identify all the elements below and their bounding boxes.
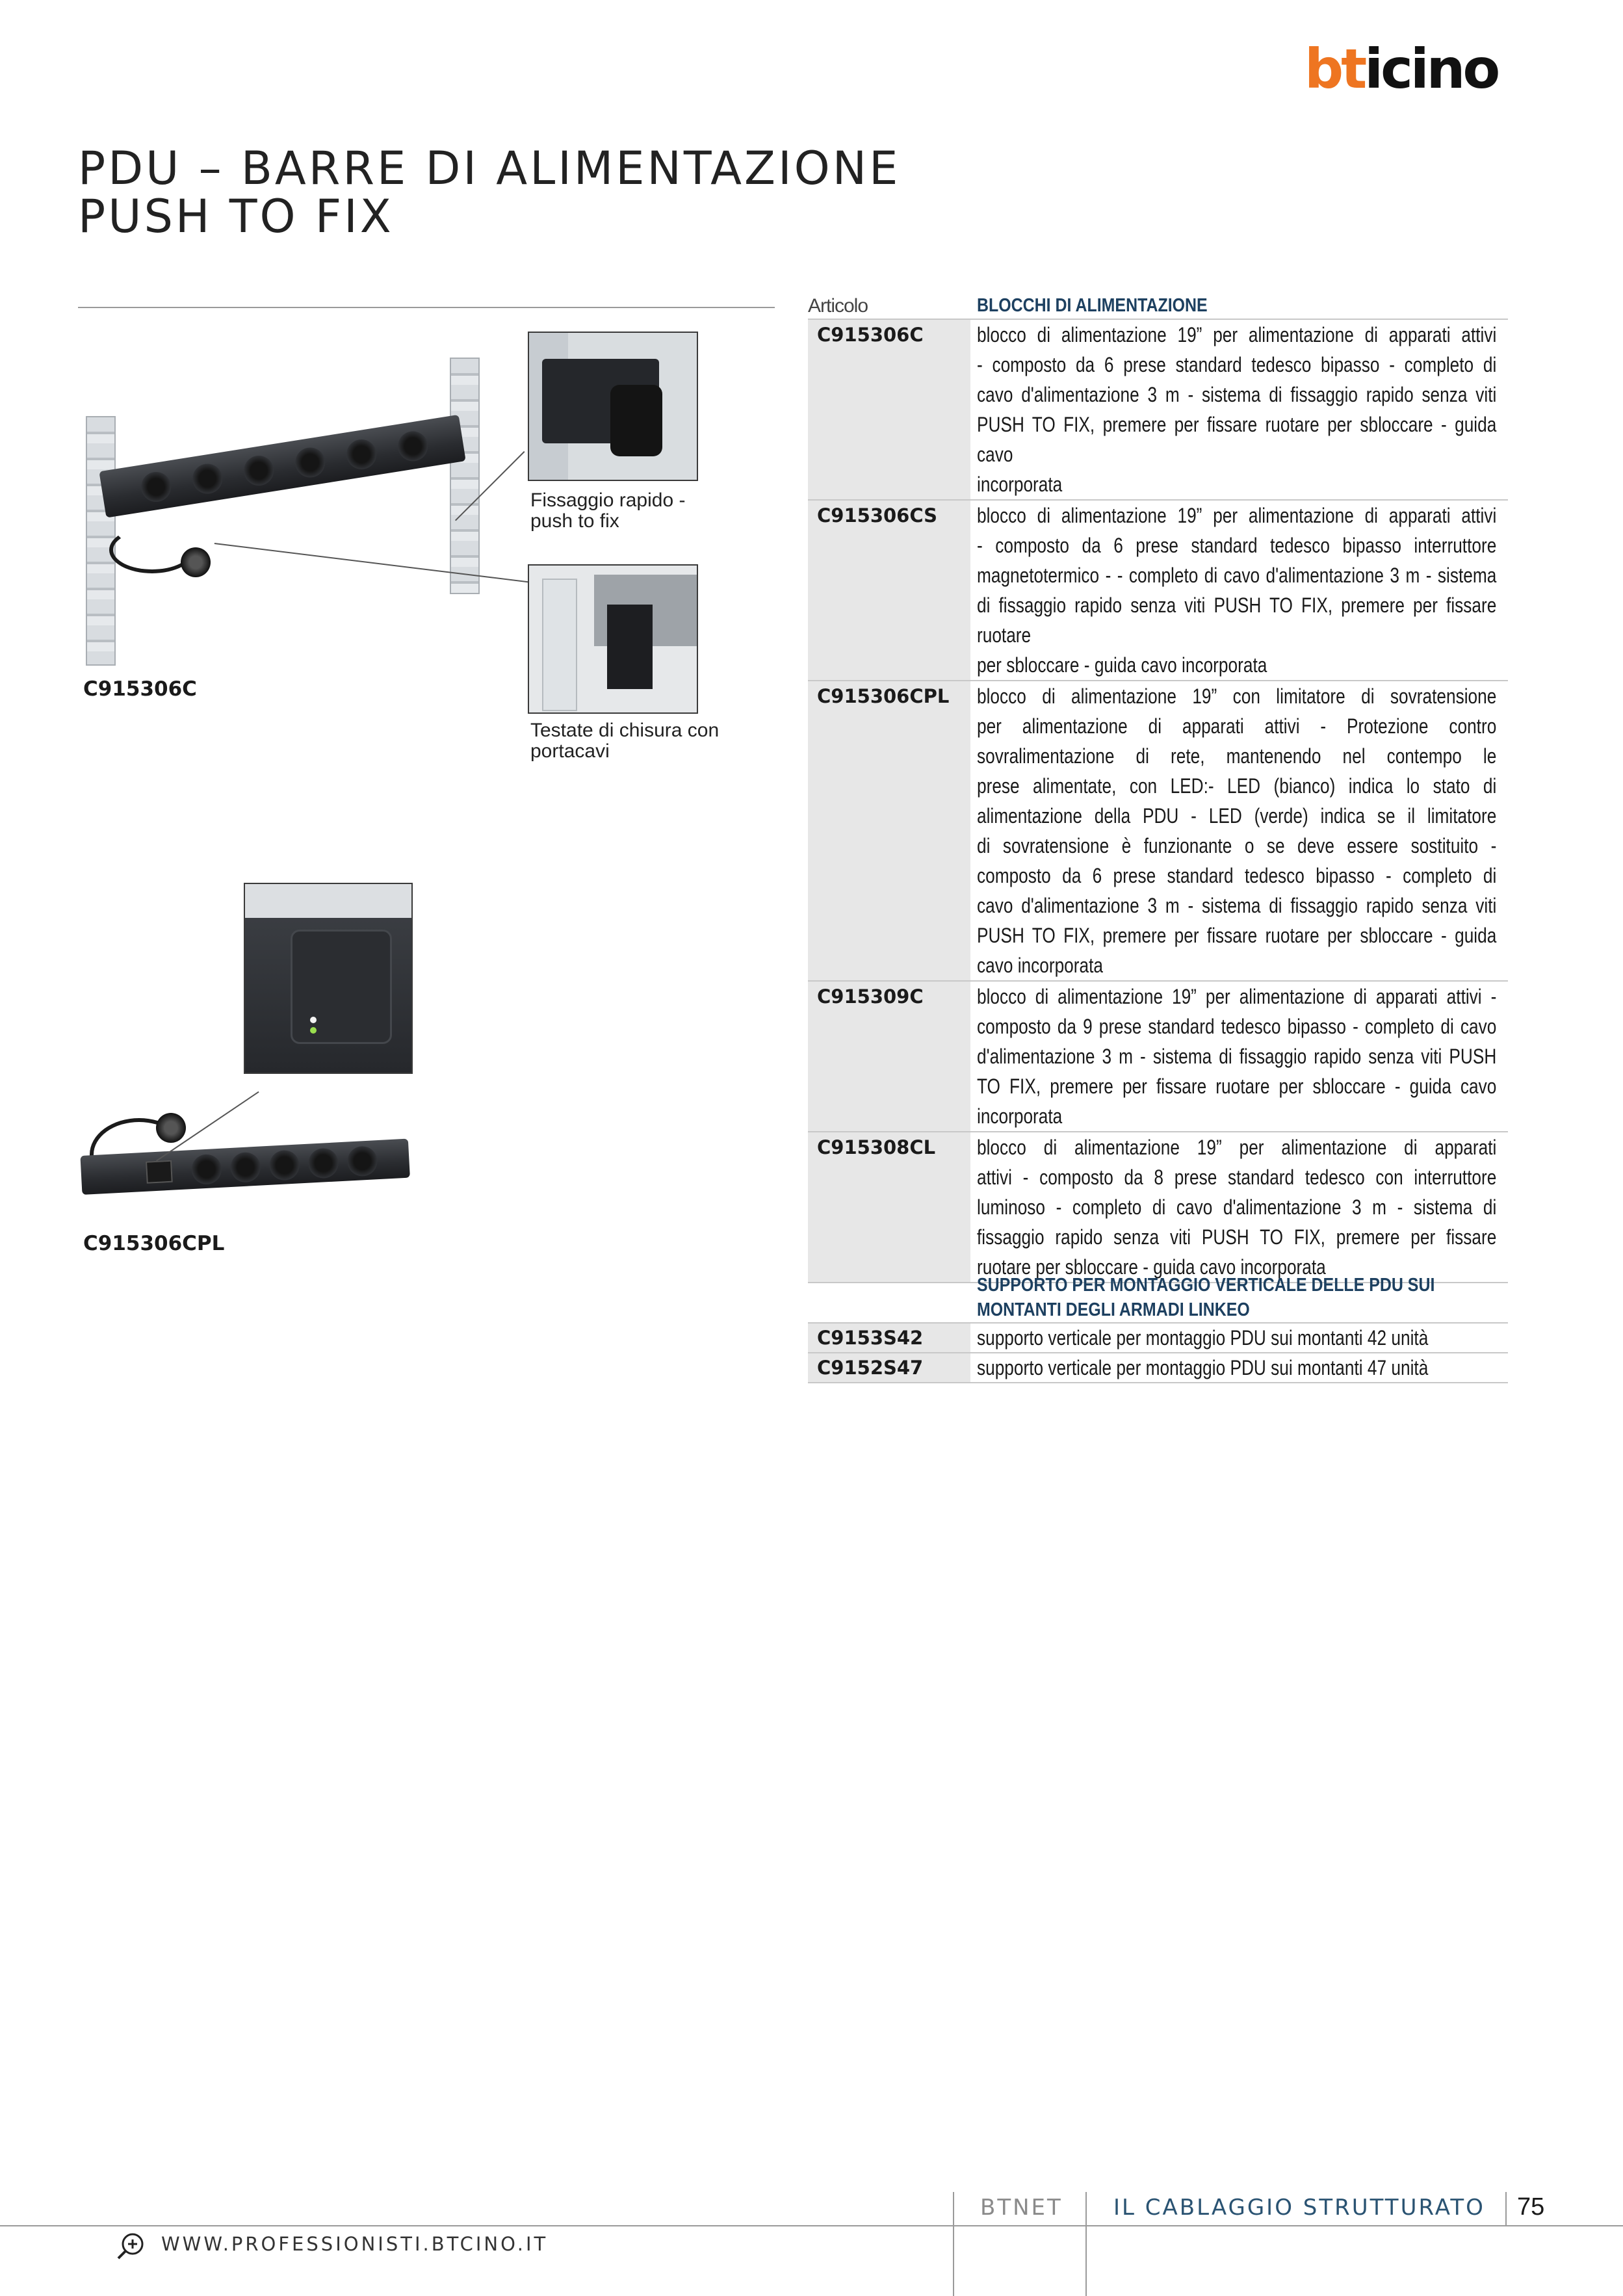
footer-divider <box>1505 2192 1507 2226</box>
description-line: alimentazione della PDU - LED (verde) indica se il limitatore <box>977 804 1497 828</box>
description-line: per alimentazione di apparati attivi - Protezione contro <box>977 714 1497 738</box>
caption-line: Testate di chisura con <box>530 720 720 741</box>
caption-line: portacavi <box>530 740 610 762</box>
caption-end-cap <box>530 720 719 762</box>
footer-divider <box>1085 2192 1087 2296</box>
description-line: di fissaggio rapido senza viti PUSH TO FIX, premere per fissare ruotare <box>977 594 1497 647</box>
description-line: sovralimentazione di rete, mantenendo nel contempo le <box>977 744 1497 768</box>
article-code: C915306CPL <box>808 681 970 980</box>
table-row <box>808 1131 1508 1283</box>
product-code-label: C915306CPL <box>83 1232 225 1255</box>
article-description <box>977 1132 1508 1282</box>
footer-section: BTNET <box>980 2195 1063 2221</box>
table-body <box>808 319 1508 1283</box>
footer-rule <box>0 2225 1623 2226</box>
description-line: - composto da 6 prese standard tedesco bipasso interruttore <box>977 534 1497 557</box>
description-line: cavo d'alimentazione 3 m - sistema di fissaggio rapido senza viti <box>977 894 1497 917</box>
socket <box>242 454 276 488</box>
product-table <box>808 291 1508 1283</box>
article-code: C915306C <box>808 320 970 499</box>
table-row <box>808 499 1508 680</box>
description-line: blocco di alimentazione 19” per alimentazione di apparati attivi <box>977 504 1497 527</box>
detail-end-cap <box>528 564 698 714</box>
fix-knob <box>610 385 662 456</box>
description-line: ruotare per sbloccare - guida cavo incorporata <box>977 1255 1326 1279</box>
description-line: incorporata <box>977 1104 1063 1128</box>
cable-holder <box>607 605 653 689</box>
description-line: attivi - composto da 8 prese standard tedesco con interruttore <box>977 1166 1497 1189</box>
article-description <box>977 1324 1508 1352</box>
caption-push-to-fix <box>530 490 685 532</box>
rack-post <box>542 579 577 711</box>
description-line: blocco di alimentazione 19” per alimentazione di apparati attivi <box>977 323 1497 346</box>
page-title-line2: PUSH TO FIX <box>78 190 394 243</box>
description-line: fissaggio rapido senza viti PUSH TO FIX, premere per fissare <box>977 1225 1497 1249</box>
article-description <box>977 681 1508 980</box>
article-code: C9153S42 <box>808 1324 970 1352</box>
bticino-logo <box>1305 37 1513 101</box>
description-line: supporto verticale per montaggio PDU sui montanti 47 unità <box>977 1356 1429 1379</box>
socket <box>230 1152 261 1183</box>
table-row <box>808 680 1508 980</box>
description-line: incorporata <box>977 473 1063 496</box>
description-line: d'alimentazione 3 m - sistema di fissaggio rapido senza viti PUSH <box>977 1045 1497 1068</box>
description-line: PUSH TO FIX, premere per fissare ruotare per sbloccare - guida cavo <box>977 413 1497 466</box>
table-header <box>808 291 1508 319</box>
description-line: per sbloccare - guida cavo incorporata <box>977 653 1267 677</box>
detail-push-to-fix <box>528 332 698 481</box>
socket <box>344 437 379 472</box>
description-line: blocco di alimentazione 19” per alimentazione di apparati <box>977 1136 1497 1159</box>
search-icon <box>116 2231 146 2261</box>
footer-chapter: IL CABLAGGIO STRUTTURATO <box>1113 2195 1485 2221</box>
socket <box>190 462 225 496</box>
logo-accent: bt <box>1305 37 1365 101</box>
support-table <box>808 1273 1508 1383</box>
description-line: composto da 6 prese standard tedesco bipasso - completo di <box>977 864 1497 887</box>
description-line: di sovratensione è funzionante o se deve essere sostituito - <box>977 834 1497 857</box>
support-section-title <box>977 1273 1623 1322</box>
description-line: blocco di alimentazione 19” con limitatore di sovratensione <box>977 685 1497 708</box>
section-title-line: MONTANTI DEGLI ARMADI LINKEO <box>977 1299 1250 1320</box>
logo-rest: icino <box>1364 37 1498 101</box>
table-row <box>808 319 1508 499</box>
article-code: C9152S47 <box>808 1353 970 1382</box>
description-line: blocco di alimentazione 19” per alimentazione di apparati attivi - <box>977 985 1497 1008</box>
caption-line: Fissaggio rapido - <box>530 489 686 511</box>
description-line: cavo incorporata <box>977 954 1103 977</box>
socket <box>268 1149 300 1181</box>
pdu-cpl-photo <box>78 1118 416 1203</box>
description-line: magnetotermico - - completo di cavo d'alimentazione 3 m - sistema <box>977 564 1497 587</box>
socket <box>139 470 174 504</box>
led-white <box>310 1017 317 1023</box>
page-number: 75 <box>1517 2193 1545 2221</box>
pdu-bar <box>99 415 465 518</box>
socket <box>396 429 430 463</box>
article-description <box>977 1353 1508 1382</box>
description-line: TO FIX, premere per fissare ruotare per sbloccare - guida cavo <box>977 1075 1497 1098</box>
power-plug <box>181 547 211 577</box>
article-code: C915306CS <box>808 501 970 680</box>
socket <box>346 1145 378 1177</box>
title-divider <box>78 307 775 308</box>
description-line: composto da 9 prese standard tedesco bipasso - completo di cavo <box>977 1015 1497 1038</box>
description-line: - composto da 6 prese standard tedesco bipasso - completo di <box>977 353 1497 376</box>
support-table-body <box>808 1322 1508 1383</box>
product-code-label: C915306C <box>83 677 197 701</box>
header-section: BLOCCHI DI ALIMENTAZIONE <box>977 295 1208 316</box>
description-line: luminoso - completo di cavo d'alimentazione 3 m - sistema di <box>977 1195 1497 1219</box>
article-code: C915309C <box>808 982 970 1131</box>
power-plug <box>156 1113 186 1143</box>
article-description <box>977 982 1508 1131</box>
website-link[interactable]: WWW.PROFESSIONISTI.BTCINO.IT <box>161 2233 549 2255</box>
table-row <box>808 1322 1508 1352</box>
surge-module <box>291 930 392 1044</box>
surge-module <box>146 1160 173 1184</box>
socket <box>307 1147 339 1179</box>
table-row <box>808 1352 1508 1383</box>
article-description <box>977 320 1508 499</box>
description-line: cavo d'alimentazione 3 m - sistema di fissaggio rapido senza viti <box>977 383 1497 406</box>
socket <box>191 1154 222 1185</box>
article-description <box>977 501 1508 680</box>
description-line: supporto verticale per montaggio PDU sui montanti 42 unità <box>977 1326 1429 1350</box>
right-rail <box>450 358 480 594</box>
section-title-line: SUPPORTO PER MONTAGGIO VERTICALE DELLE PDU SUI <box>977 1275 1435 1296</box>
led-green <box>310 1027 317 1034</box>
caption-line: push to fix <box>530 510 619 532</box>
description-line: prese alimentate, con LED:- LED (bianco) indica lo stato di <box>977 774 1497 798</box>
pdu-rack-photo <box>78 351 487 676</box>
detail-surge-module <box>244 883 413 1074</box>
footer-divider <box>953 2192 954 2296</box>
article-code: C915308CL <box>808 1132 970 1282</box>
header-articolo: Articolo <box>808 295 868 317</box>
page-title-line1: PDU – BARRE DI ALIMENTAZIONE <box>78 142 901 195</box>
left-rail <box>86 416 116 666</box>
description-line: PUSH TO FIX, premere per fissare ruotare per sbloccare - guida <box>977 924 1497 947</box>
table-row <box>808 980 1508 1131</box>
socket <box>293 445 328 480</box>
page-title <box>78 144 900 241</box>
